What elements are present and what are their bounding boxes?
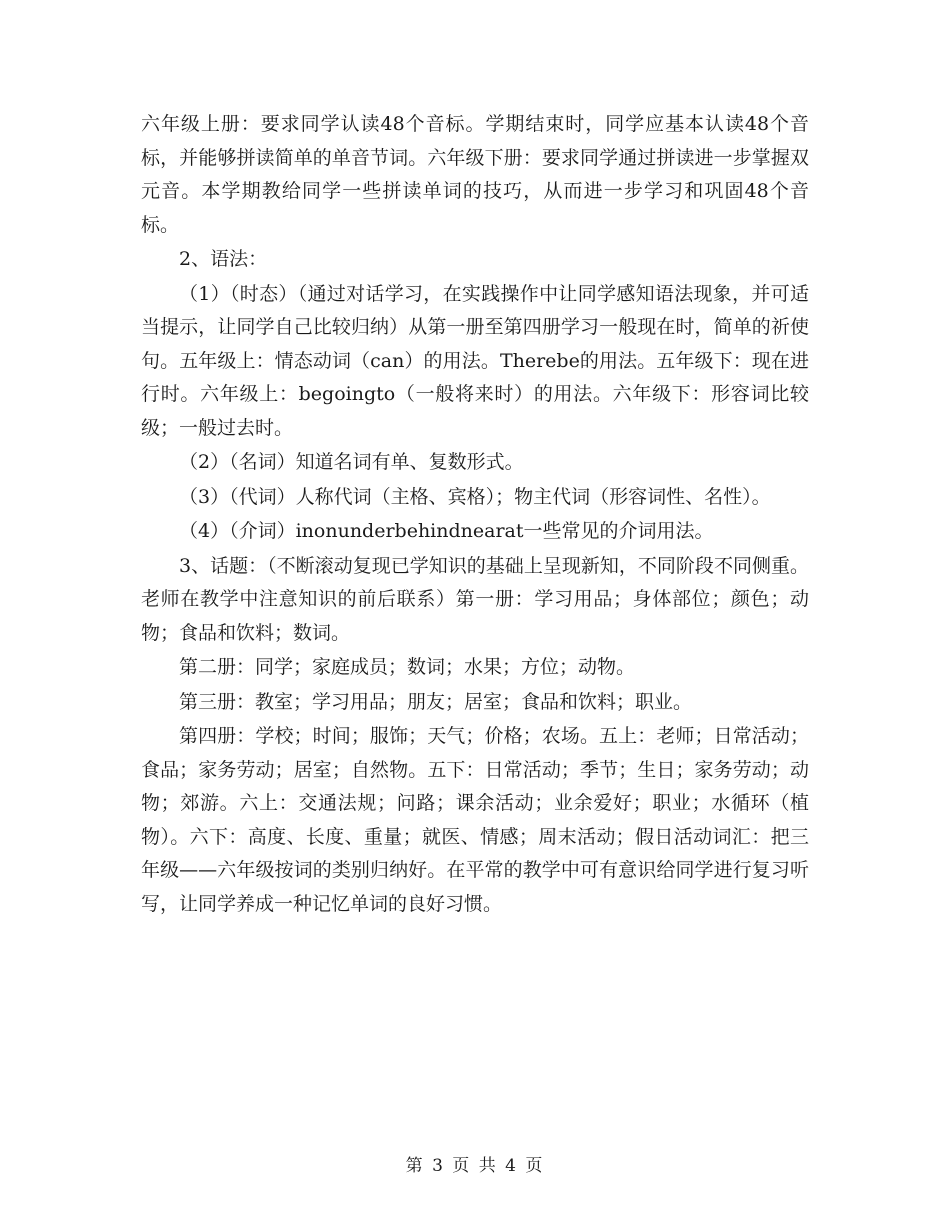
- page-number-footer: 第 3 页 共 4 页: [405, 1156, 545, 1176]
- paragraph-topics-book-1: 3、话题：（不断滚动复现已学知识的基础上呈现新知，不同阶段不同侧重。老师在教学中注意知识的前后联系）第一册：学习用品；身体部位；颜色；动物；食品和饮料；数词。: [141, 554, 809, 644]
- paragraph-grammar-tense: （1）（时态）（通过对话学习，在实践操作中让同学感知语法现象，并可适当提示，让同学自己比较归纳）从第一册至第四册学习一般现在时，简单的祈使句。五年级上：情态动词（can）的用法。Therebe的用法。五年级下：现在进行时。六年级上：begoingto（一般将来时）的用法。六年级下：形容词比较级；一般过去时。: [141, 282, 809, 439]
- paragraph-grammar-preposition: （4）（介词）inonunderbehindnearat一些常见的介词用法。: [179, 520, 714, 542]
- paragraph-grammar-pronoun: （3）（代词）人称代词（主格、宾格）；物主代词（形容词性、名性）。: [179, 485, 771, 508]
- paragraph-topics-book-2: 第二册：同学；家庭成员；数词；水果；方位；动物。: [179, 656, 636, 678]
- paragraph-phonetics: 六年级上册：要求同学认读48个音标。学期结束时，同学应基本认读48个音标，并能够拼读简单的单音节词。六年级下册：要求同学通过拼读进一步掌握双元音。本学期教给同学一些拼读单词的技巧，从而进一步学习和巩固48个音标。: [141, 113, 809, 236]
- paragraph-topics-book-4-and-vocabulary: 第四册：学校；时间；服饰；天气；价格；农场。五上：老师；日常活动；食品；家务劳动；居室；自然物。五下：日常活动；季节；生日；家务劳动；动物；郊游。六上：交通法规；问路；课余活动；业余爱好；职业；水循环（植物）。六下：高度、长度、重量；就医、情感；周末活动；假日活动词汇：把三年级——六年级按词的类别归纳好。在平常的教学中可有意识给同学进行复习听写，让同学养成一种记忆单词的良好习惯。: [141, 725, 809, 915]
- paragraph-grammar-noun: （2）（名词）知道名词有单、复数形式。: [179, 451, 524, 473]
- document-body: [141, 108, 809, 921]
- paragraph-grammar-heading: 2、语法：: [179, 248, 268, 270]
- paragraph-topics-book-3: 第三册：教室；学习用品；朋友；居室；食品和饮料；职业。: [179, 690, 693, 713]
